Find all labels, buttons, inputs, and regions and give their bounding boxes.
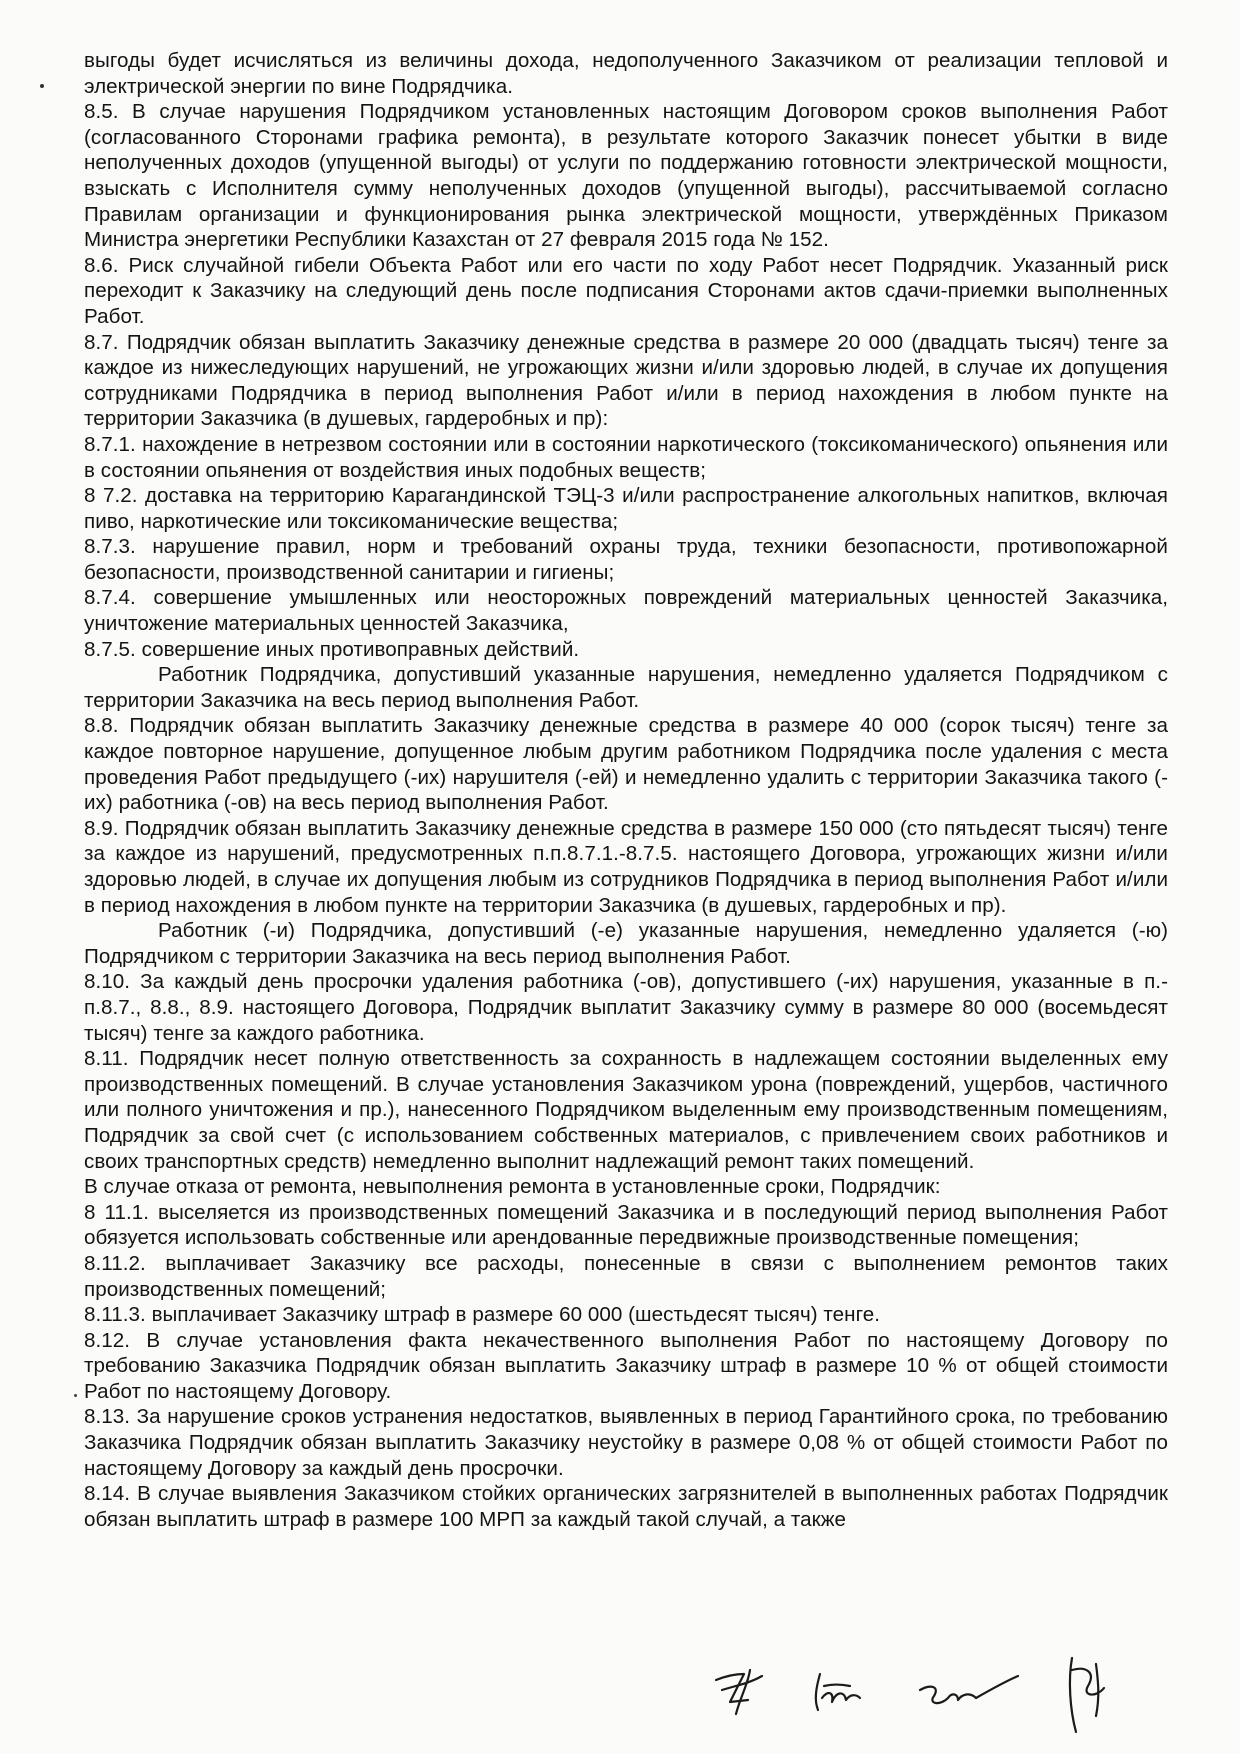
clause-8-6: 8.6. Риск случайной гибели Объекта Работ или его части по ходу Работ несет Подрядчик. Указанный риск переходит к Заказчику на следующий день после подписания Сторонами актов сдачи-приемки выполненных Работ. <box>84 253 1168 328</box>
clause-8-5: 8.5. В случае нарушения Подрядчиком установленных настоящим Договором сроков выполнения Работ (согласованного Сторонами графика ремонта), в результате которого Заказчик понесет убытки в виде неполученных доходов (упущенной выгоды) от услуги по поддержанию готовности электрической мощности, взыскать с Исполнителя сумму неполученных доходов (упущенной выгоды), рассчитываемой согласно Правилам организации и функционирования рынка электрической мощности, утверждённых Приказом Министра энергетики Республики Казахстан от 27 февраля 2015 года № 152. <box>84 100 1168 252</box>
handwritten-signatures-icon <box>700 1640 1180 1740</box>
paragraph: выгоды будет исчисляться из величины дохода, недополученного Заказчиком от реализации тепловой и электрической энергии по вине Подрядчика. <box>84 49 1168 98</box>
clause-8-13: 8.13. За нарушение сроков устранения недостатков, выявленных в период Гарантийного срока, по требованию Заказчика Подрядчик обязан выплатить Заказчику неустойку в размере 0,08 % от общей стоимости Работ по настоящему Договору за каждый день просрочки. <box>84 1405 1168 1480</box>
clause-8-7-2: 8 7.2. доставка на территорию Карагандинской ТЭЦ-3 и/или распространение алкогольных напитков, включая пиво, наркотические или токсикоманические вещества; <box>84 484 1168 533</box>
document-body <box>84 48 1168 1532</box>
signature-4-icon <box>1070 1658 1104 1732</box>
clause-8-14: 8.14. В случае выявления Заказчиком стойких органических загрязнителей в выполненных работах Подрядчик обязан выплатить штраф в размере 100 МРП за каждый такой случай, а также <box>84 1482 1168 1531</box>
worker-removal-note: Работник Подрядчика, допустивший указанные нарушения, немедленно удаляется Подрядчиком с территории Заказчика на весь период выполнения Работ. <box>84 663 1168 712</box>
signature-2-icon <box>816 1674 860 1710</box>
clause-8-10: 8.10. За каждый день просрочки удаления работника (-ов), допустившего (-их) нарушения, указанные в п.-п.8.7., 8.8., 8.9. настоящего Договора, Подрядчик выплатит Заказчику сумму в размере 80 000 (восемьдесят тысяч) тенге за каждого работника. <box>84 970 1168 1045</box>
clause-8-9: 8.9. Подрядчик обязан выплатить Заказчику денежные средства в размере 150 000 (сто пятьдесят тысяч) тенге за каждое из нарушений, предусмотренных п.п.8.7.1.-8.7.5. настоящего Договора, угрожающих жизни и/или здоровью людей, в случае их допущения любым из сотрудников Подрядчика в период выполнения Работ и/или в период нахождения в любом пункте на территории Заказчика (в душевых, гардеробных и пр). <box>84 816 1168 917</box>
clause-8-7: 8.7. Подрядчик обязан выплатить Заказчику денежные средства в размере 20 000 (двадцать тысяч) тенге за каждое из нижеследующих нарушений, не угрожающих жизни и/или здоровью людей, в случае их допущения сотрудниками Подрядчика в период выполнения Работ и/или в период нахождения в любом пункте на территории Заказчика (в душевых, гардеробных и пр): <box>84 330 1168 431</box>
clause-8-7-1: 8.7.1. нахождение в нетрезвом состоянии или в состоянии наркотического (токсикоманического) опьянения или в состоянии опьянения от воздействия иных подобных веществ; <box>84 432 1168 482</box>
clause-8-11-3: 8.11.3. выплачивает Заказчику штраф в размере 60 000 (шестьдесят тысяч) тенге. <box>84 1303 880 1327</box>
clause-8-11-2: 8.11.2. выплачивает Заказчику все расходы, понесенные в связи с выполнением ремонтов таких производственных помещений; <box>84 1251 1168 1301</box>
clause-8-12: 8.12. В случае установления факта некачественного выполнения Работ по настоящему Договору по требованию Заказчика Подрядчик обязан выплатить Заказчику штраф в размере 10 % от общей стоимости Работ по настоящему Договору. <box>84 1328 1168 1403</box>
clause-8-7-4: 8.7.4. совершение умышленных или неосторожных повреждений материальных ценностей Заказчика, уничтожение материальных ценностей Заказчика, <box>84 586 1168 636</box>
clause-8-11: 8.11. Подрядчик несет полную ответственность за сохранность в надлежащем состоянии выделенных ему производственных помещений. В случае установления Заказчиком урона (повреждений, ущербов, частичного или полного уничтожения и пр.), нанесенного Подрядчиком выделенным ему производственным помещениям, Подрядчик за свой счет (с использованием собственных материалов, с привлечением своих работников и своих транспортных средств) немедленно выполнит надлежащий ремонт таких помещений. <box>84 1047 1168 1173</box>
clause-8-7-3: 8.7.3. нарушение правил, норм и требований охраны труда, техники безопасности, противопожарной безопасности, производственной санитарии и гигиены; <box>84 535 1168 584</box>
clause-8-8: 8.8. Подрядчик обязан выплатить Заказчику денежные средства в размере 40 000 (сорок тысяч) тенге за каждое повторное нарушение, допущенное любым другим работником Подрядчика после удаления с места проведения Работ предыдущего (-их) нарушителя (-ей) и немедленно удалить с территории Заказчика такого (-их) работника (-ов) на весь период выполнения Работ. <box>84 714 1168 815</box>
signature-3-icon <box>920 1676 1018 1703</box>
scan-speck <box>40 84 44 88</box>
scan-speck <box>74 1394 77 1397</box>
clause-8-11-1: 8 11.1. выселяется из производственных помещений Заказчика и в последующий период выполнения Работ обязуется использовать собственные или арендованные передвижные производственные помещения; <box>84 1200 1168 1250</box>
signature-1-icon <box>716 1670 762 1714</box>
worker-removal-note: Работник (-и) Подрядчика, допустивший (-е) указанные нарушения, немедленно удаляется (-ю) Подрядчиком с территории Заказчика на весь период выполнения Работ. <box>84 919 1168 968</box>
refusal-clause: В случае отказа от ремонта, невыполнения ремонта в установленные сроки, Подрядчик: <box>84 1175 941 1199</box>
clause-8-7-5: 8.7.5. совершение иных противоправных действий. <box>84 637 580 661</box>
